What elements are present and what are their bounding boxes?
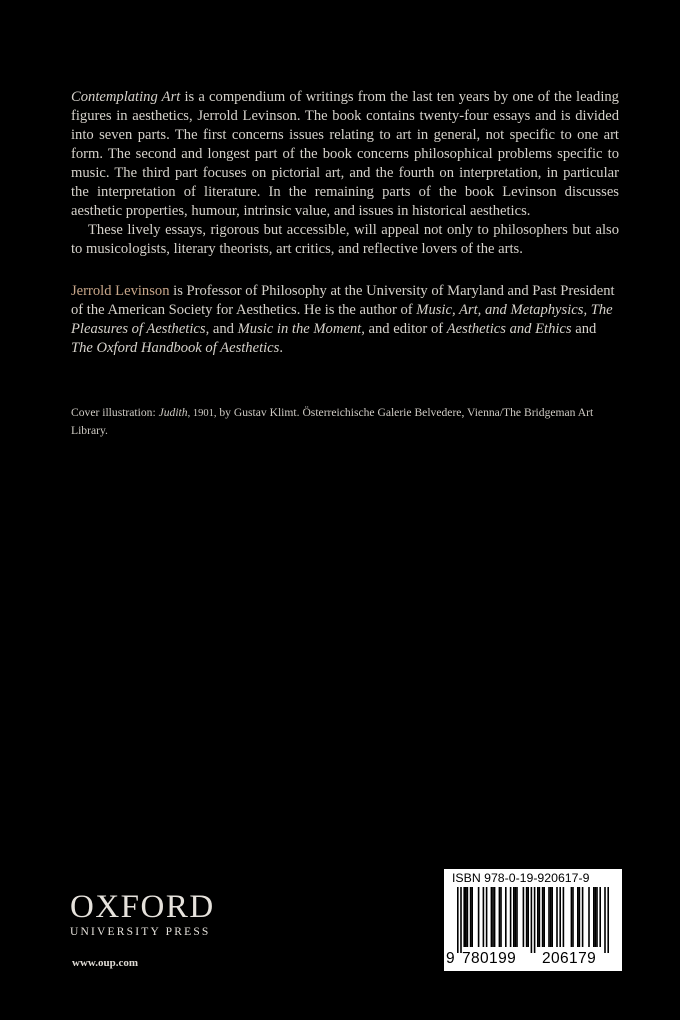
barcode-bar (551, 887, 553, 947)
isbn-barcode (444, 869, 622, 971)
author-name: Jerrold Levinson (71, 283, 170, 299)
barcode-bar (559, 887, 561, 947)
barcode-bar (527, 887, 529, 947)
barcode-bar (604, 887, 606, 953)
book-description (71, 88, 619, 259)
book-title: The Pleasures of Aesthetics (71, 302, 613, 337)
barcode-bar (588, 887, 590, 947)
bio-text: . (279, 340, 283, 356)
barcode-bar (510, 887, 512, 947)
barcode-bar (572, 887, 574, 947)
barcode-bar (499, 887, 501, 947)
artwork-title: Judith (158, 406, 188, 419)
barcode-bar (571, 887, 573, 947)
barcode-bar (548, 887, 550, 947)
barcode-bar (539, 887, 541, 947)
barcode-bar (599, 887, 601, 947)
bio-text: is Professor of Philosophy at the University of Maryland and Past President of the American Society for Aesthetics. He is the author of (71, 283, 615, 318)
book-title: Music, Art, and Metaphysics (416, 302, 584, 318)
book-title: The Oxford Handbook of Aesthetics (71, 340, 280, 356)
barcode-bars (455, 887, 615, 953)
description-text: is a compendium of writings from the last ten years by one of the leading figures in aesthetics, Jerrold Levinson. The book contains twenty-four essays and is divided into seven parts. The first concerns issues relating to art in general, not specific to one art form. The second and longest part of the book concerns philosophical problems specific to music. The third part focuses on pictorial art, and the fourth on interpretation, in particular the interpretation of literature. In the remaining parts of the book Levinson discusses aesthetic properties, humour, intrinsic value, and issues in historical aesthetics. (71, 89, 619, 219)
barcode-bar (486, 887, 488, 947)
barcode-bar (526, 887, 528, 947)
barcode-left-group: 780199 (462, 950, 517, 967)
barcode-bar (471, 887, 473, 947)
barcode-first-digit: 9 (446, 950, 456, 967)
barcode-bar (523, 887, 525, 947)
book-title: Music in the Moment (237, 321, 362, 337)
author-bio (71, 282, 619, 358)
barcode-bar (492, 887, 494, 947)
description-paragraph-2: These lively essays, rigorous but accessible, will appeal not only to philosophers but also to musicologists, literary theorists, art critics, and reflective lovers of the arts. (71, 222, 619, 257)
barcode-bar (531, 887, 533, 953)
publisher-logo (70, 890, 230, 938)
barcode-bar (577, 887, 579, 947)
barcode-bar (460, 887, 462, 953)
isbn-label: ISBN 978-0-19-920617-9 (452, 871, 590, 885)
barcode-bar (494, 887, 496, 947)
publisher-press: UNIVERSITY PRESS (70, 926, 211, 938)
barcode-right-group: 206179 (542, 950, 597, 967)
barcode-bar (478, 887, 480, 947)
barcode-bar (516, 887, 518, 947)
barcode-bar (593, 887, 595, 947)
barcode-bar (505, 887, 507, 947)
cover-credit (71, 404, 611, 439)
barcode-bar (515, 887, 517, 947)
bio-text: , (583, 302, 591, 318)
barcode-bar (534, 887, 536, 953)
book-title: Aesthetics and Ethics (446, 321, 572, 337)
barcode-bar (556, 887, 558, 947)
barcode-bar (457, 887, 459, 953)
barcode-bar (542, 887, 544, 947)
barcode-bar (596, 887, 598, 947)
artwork-year: , 1901, (187, 408, 217, 419)
book-title: Contemplating Art (71, 89, 181, 105)
barcode-bar (465, 887, 467, 947)
credit-text: Cover illustration: (71, 406, 159, 419)
barcode-bar (607, 887, 609, 953)
bio-text: , and editor of (361, 321, 447, 337)
publisher-url: www.oup.com (72, 957, 139, 969)
barcode-bar (500, 887, 502, 947)
credit-text: by Gustav Klimt. Österreichische Galerie Belvedere, Vienna/The Bridgeman Art Library. (71, 406, 594, 437)
barcode-bar (470, 887, 472, 947)
barcode-bar (543, 887, 545, 947)
bio-text: and (571, 321, 597, 337)
publisher-name: OXFORD (70, 889, 215, 925)
description-paragraph-1 (71, 88, 619, 221)
bio-text: , and (205, 321, 238, 337)
barcode-bar (582, 887, 584, 947)
barcode-bar (595, 887, 597, 947)
barcode-bar (467, 887, 469, 947)
barcode-bar (491, 887, 493, 947)
barcode-bar (463, 887, 465, 947)
barcode-bar (563, 887, 565, 947)
barcode-bar (550, 887, 552, 947)
barcode-bar (579, 887, 581, 947)
barcode-bar (537, 887, 539, 947)
barcode-bar (513, 887, 515, 947)
barcode-bar (483, 887, 485, 947)
